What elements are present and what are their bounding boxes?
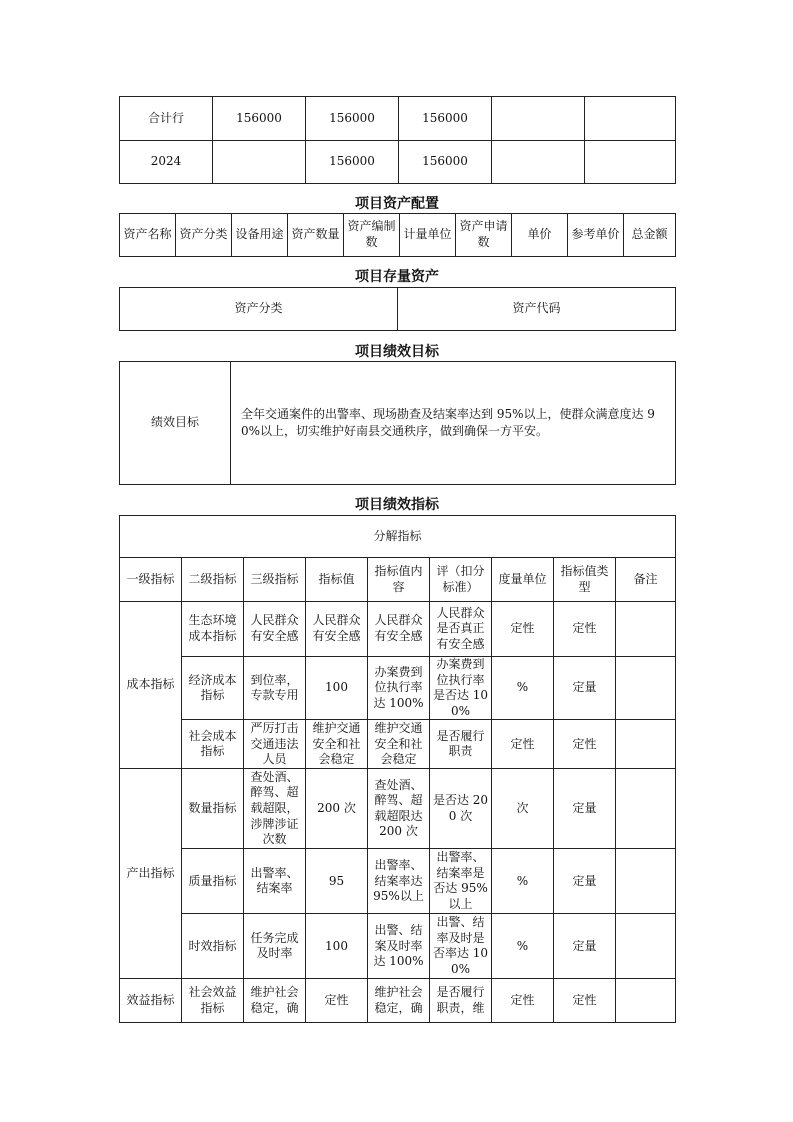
cell: 156000 bbox=[306, 97, 399, 141]
cell: 100 bbox=[306, 914, 368, 979]
cell: 是否达 200 次 bbox=[430, 769, 492, 849]
table-caption: 分解指标 bbox=[120, 516, 676, 558]
budget-year-row bbox=[120, 141, 676, 184]
column-header: 度量单位 bbox=[492, 558, 554, 602]
cell bbox=[616, 849, 676, 914]
column-header: 资产分类 bbox=[176, 214, 232, 257]
column-header: 二级指标 bbox=[182, 558, 244, 602]
cell bbox=[585, 97, 676, 141]
cell: 维护社会稳定，确 bbox=[368, 979, 430, 1023]
cell: 社会成本指标 bbox=[182, 720, 244, 769]
cell: 人民群众有安全感 bbox=[306, 602, 368, 657]
cell: % bbox=[492, 657, 554, 720]
cell: 出警率、结案率是否达 95%以上 bbox=[430, 849, 492, 914]
cell: 200 次 bbox=[306, 769, 368, 849]
header-row bbox=[120, 558, 676, 602]
cell: 查处酒、醉驾、超载超限达 200 次 bbox=[368, 769, 430, 849]
asset-stock-table bbox=[119, 287, 676, 331]
asset-stock-title: 项目存量资产 bbox=[355, 269, 439, 285]
cell: 定性 bbox=[492, 720, 554, 769]
budget-total-row bbox=[120, 97, 676, 141]
column-header: 指标值类型 bbox=[554, 558, 616, 602]
cell: 到位率，专款专用 bbox=[244, 657, 306, 720]
level1-cell: 效益指标 bbox=[120, 979, 182, 1023]
cell: 生态环境成本指标 bbox=[182, 602, 244, 657]
budget-table bbox=[119, 96, 676, 184]
table-row bbox=[120, 720, 676, 769]
asset-config-title: 项目资产配置 bbox=[355, 196, 439, 212]
cell: 办案费到位执行率达 100% bbox=[368, 657, 430, 720]
column-header: 一级指标 bbox=[120, 558, 182, 602]
cell: 定量 bbox=[554, 914, 616, 979]
cell: 人民群众有安全感 bbox=[368, 602, 430, 657]
perf-goal-table bbox=[119, 361, 676, 485]
perf-indicators-table bbox=[119, 515, 676, 1023]
cell: 定性 bbox=[554, 602, 616, 657]
perf-goal-text: 全年交通案件的出警率、现场勘查及结案率达到 95%以上，使群众满意度达 90%以上，切实维护好南县交通秩序，做到确保一方平安。 bbox=[231, 362, 676, 485]
cell: 156000 bbox=[213, 97, 306, 141]
cell: 人民群众有安全感 bbox=[244, 602, 306, 657]
level1-cell: 产出指标 bbox=[120, 769, 182, 979]
column-header: 资产代码 bbox=[398, 288, 676, 331]
cell bbox=[492, 97, 585, 141]
perf-goal-label: 绩效目标 bbox=[120, 362, 231, 485]
cell bbox=[616, 769, 676, 849]
cell bbox=[616, 657, 676, 720]
column-header: 资产申请数 bbox=[456, 214, 512, 257]
column-header: 资产分类 bbox=[120, 288, 398, 331]
cell bbox=[585, 141, 676, 184]
cell: 定量 bbox=[554, 849, 616, 914]
column-header: 资产名称 bbox=[120, 214, 176, 257]
cell: 出警率、结案率 bbox=[244, 849, 306, 914]
cell: 任务完成及时率 bbox=[244, 914, 306, 979]
cell: 出警率、结案率达 95%以上 bbox=[368, 849, 430, 914]
cell: 定性 bbox=[306, 979, 368, 1023]
cell: 办案费到位执行率是否达 100% bbox=[430, 657, 492, 720]
cell: 定性 bbox=[554, 979, 616, 1023]
cell: 维护社会稳定，确 bbox=[244, 979, 306, 1023]
table-row bbox=[120, 769, 676, 849]
column-header: 资产数量 bbox=[288, 214, 344, 257]
cell: 定性 bbox=[554, 720, 616, 769]
cell: 维护交通安全和社会稳定 bbox=[368, 720, 430, 769]
column-header: 指标值 bbox=[306, 558, 368, 602]
cell bbox=[616, 720, 676, 769]
cell: 数量指标 bbox=[182, 769, 244, 849]
cell: 100 bbox=[306, 657, 368, 720]
column-header: 备注 bbox=[616, 558, 676, 602]
table-row bbox=[120, 914, 676, 979]
cell: 是否履行职责，维 bbox=[430, 979, 492, 1023]
level1-cell: 成本指标 bbox=[120, 602, 182, 769]
cell: 经济成本指标 bbox=[182, 657, 244, 720]
asset-stock-header-row bbox=[120, 288, 676, 331]
cell bbox=[616, 979, 676, 1023]
asset-config-table bbox=[119, 213, 676, 257]
cell bbox=[616, 602, 676, 657]
cell: 出警、结案及时率达 100% bbox=[368, 914, 430, 979]
asset-config-header-row bbox=[120, 214, 676, 257]
cell: 定量 bbox=[554, 769, 616, 849]
table-row bbox=[120, 979, 676, 1023]
cell: % bbox=[492, 914, 554, 979]
cell bbox=[492, 141, 585, 184]
column-header: 三级指标 bbox=[244, 558, 306, 602]
column-header: 计量单位 bbox=[400, 214, 456, 257]
cell: 95 bbox=[306, 849, 368, 914]
cell: 合计行 bbox=[120, 97, 213, 141]
column-header: 指标值内容 bbox=[368, 558, 430, 602]
table-row bbox=[120, 849, 676, 914]
cell: 人民群众是否真正有安全感 bbox=[430, 602, 492, 657]
column-header: 设备用途 bbox=[232, 214, 288, 257]
cell: 维护交通安全和社会稳定 bbox=[306, 720, 368, 769]
cell: 2024 bbox=[120, 141, 213, 184]
perf-goal-title: 项目绩效目标 bbox=[355, 344, 439, 360]
cell: 时效指标 bbox=[182, 914, 244, 979]
cell: 查处酒、醉驾、超载超限，涉牌涉证次数 bbox=[244, 769, 306, 849]
column-header: 资产编制数 bbox=[344, 214, 400, 257]
cell: 社会效益指标 bbox=[182, 979, 244, 1023]
cell: 定性 bbox=[492, 602, 554, 657]
cell: 156000 bbox=[306, 141, 399, 184]
column-header: 单价 bbox=[512, 214, 568, 257]
column-header: 评（扣分标准） bbox=[430, 558, 492, 602]
cell: 严厉打击交通违法人员 bbox=[244, 720, 306, 769]
table-row bbox=[120, 657, 676, 720]
column-header: 参考单价 bbox=[568, 214, 624, 257]
cell: 定性 bbox=[492, 979, 554, 1023]
cell: 是否履行职责 bbox=[430, 720, 492, 769]
cell: 出警、结率及时是否率达 100% bbox=[430, 914, 492, 979]
cell: 次 bbox=[492, 769, 554, 849]
cell bbox=[213, 141, 306, 184]
cell bbox=[616, 914, 676, 979]
cell: 定量 bbox=[554, 657, 616, 720]
cell: 质量指标 bbox=[182, 849, 244, 914]
perf-indicators-title: 项目绩效指标 bbox=[355, 497, 439, 513]
table-row bbox=[120, 602, 676, 657]
perf-goal-row bbox=[120, 362, 676, 485]
cell: 156000 bbox=[399, 141, 492, 184]
cell: % bbox=[492, 849, 554, 914]
cell: 156000 bbox=[399, 97, 492, 141]
caption-row bbox=[120, 516, 676, 558]
column-header: 总金额 bbox=[624, 214, 676, 257]
